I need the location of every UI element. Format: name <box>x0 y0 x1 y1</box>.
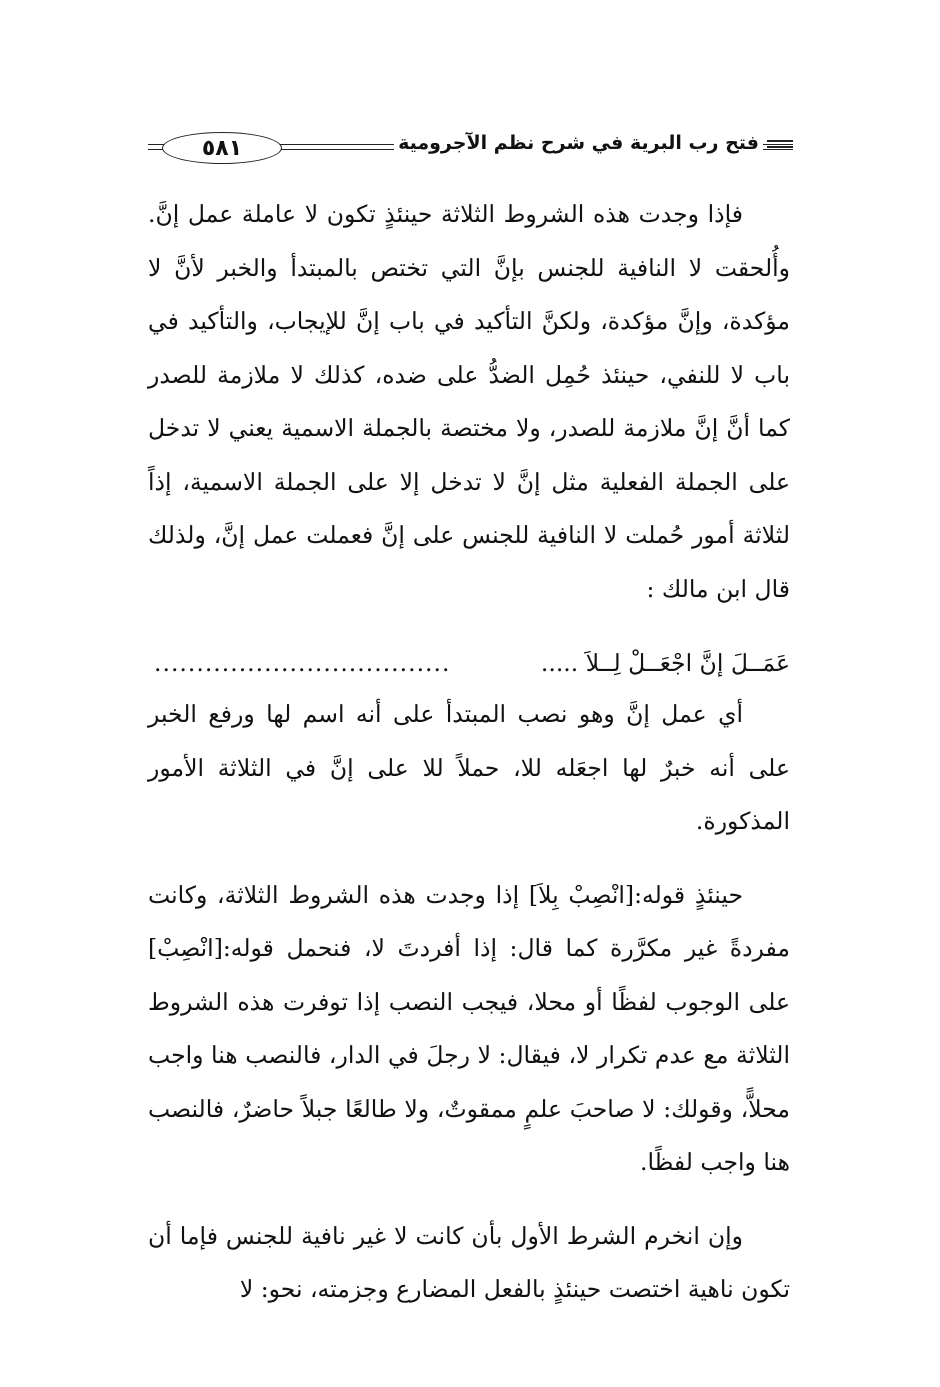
verse-ellipsis: ................................... <box>154 649 451 677</box>
paragraph-2: أي عمل إنَّ وهو نصب المبتدأ على أنه اسم لها ورفع الخبر على أنه خبرٌ لها اجعَله للا، حملاً للا على إنَّ في الثلاثة الأمور المذكورة. <box>148 700 790 835</box>
verse-line <box>148 638 790 688</box>
page-body <box>148 188 790 1317</box>
paragraph-1: فإذا وجدت هذه الشروط الثلاثة حينئذٍ تكون لا عاملة عمل إنَّ. وأُلحقت لا النافية للجنس بإنَّ التي تختص بالمبتدأ والخبر لأنَّ لا مؤكدة، وإنَّ مؤكدة، ولكنَّ التأكيد في باب إنَّ للإيجاب، والتأكيد في باب لا للنفي، حينئذ حُمِل الضدُّ على ضده، كذلك لا ملازمة للصدر كما أنَّ إنَّ ملازمة للصدر، ولا مختصة بالجملة الاسمية يعني لا تدخل على الجملة الفعلية مثل إنَّ لا تدخل إلا على الجملة الاسمية، إذاً لثلاثة أمور حُملت لا النافية للجنس على إنَّ فعملت عمل إنَّ، ولذلك قال ابن مالك : <box>148 200 790 603</box>
running-header <box>148 128 793 168</box>
book-title: فتح رب البرية في شرح نظم الآجرومية <box>394 132 763 154</box>
paragraph-3: حينئذٍ قوله:[انْصِبْ بِلاَ] إذا وجدت هذه الشروط الثلاثة، وكانت مفردةً غير مكرَّرة كما قال: إذا أفردتَ لا، فنحمل قوله:[انْصِبْ] على الوجوب لفظًا أو محلا، فيجب النصب إذا توفرت هذه الشروط الثلاثة مع عدم تكرار لا، فيقال: لا رجلَ في الدار، فالنصب هنا واجب محلاًّ، وقولك: لا صاحبَ علمٍ ممقوتٌ، ولا طالعًا جبلاً حاضرٌ، فالنصب هنا واجب لفظًا. <box>148 880 790 1176</box>
page-number: ٥٨١ <box>162 132 282 164</box>
verse-first-half: عَمَــلَ إنَّ اجْعَــلْ لِــلاَ ..... <box>540 649 790 677</box>
header-ornament <box>767 140 793 148</box>
paragraph-4: وإن انخرم الشرط الأول بأن كانت لا غير نافية للجنس فإما أن تكون ناهية اختصت حينئذٍ بالفعل المضارع وجزمته، نحو: لا <box>148 1221 790 1303</box>
